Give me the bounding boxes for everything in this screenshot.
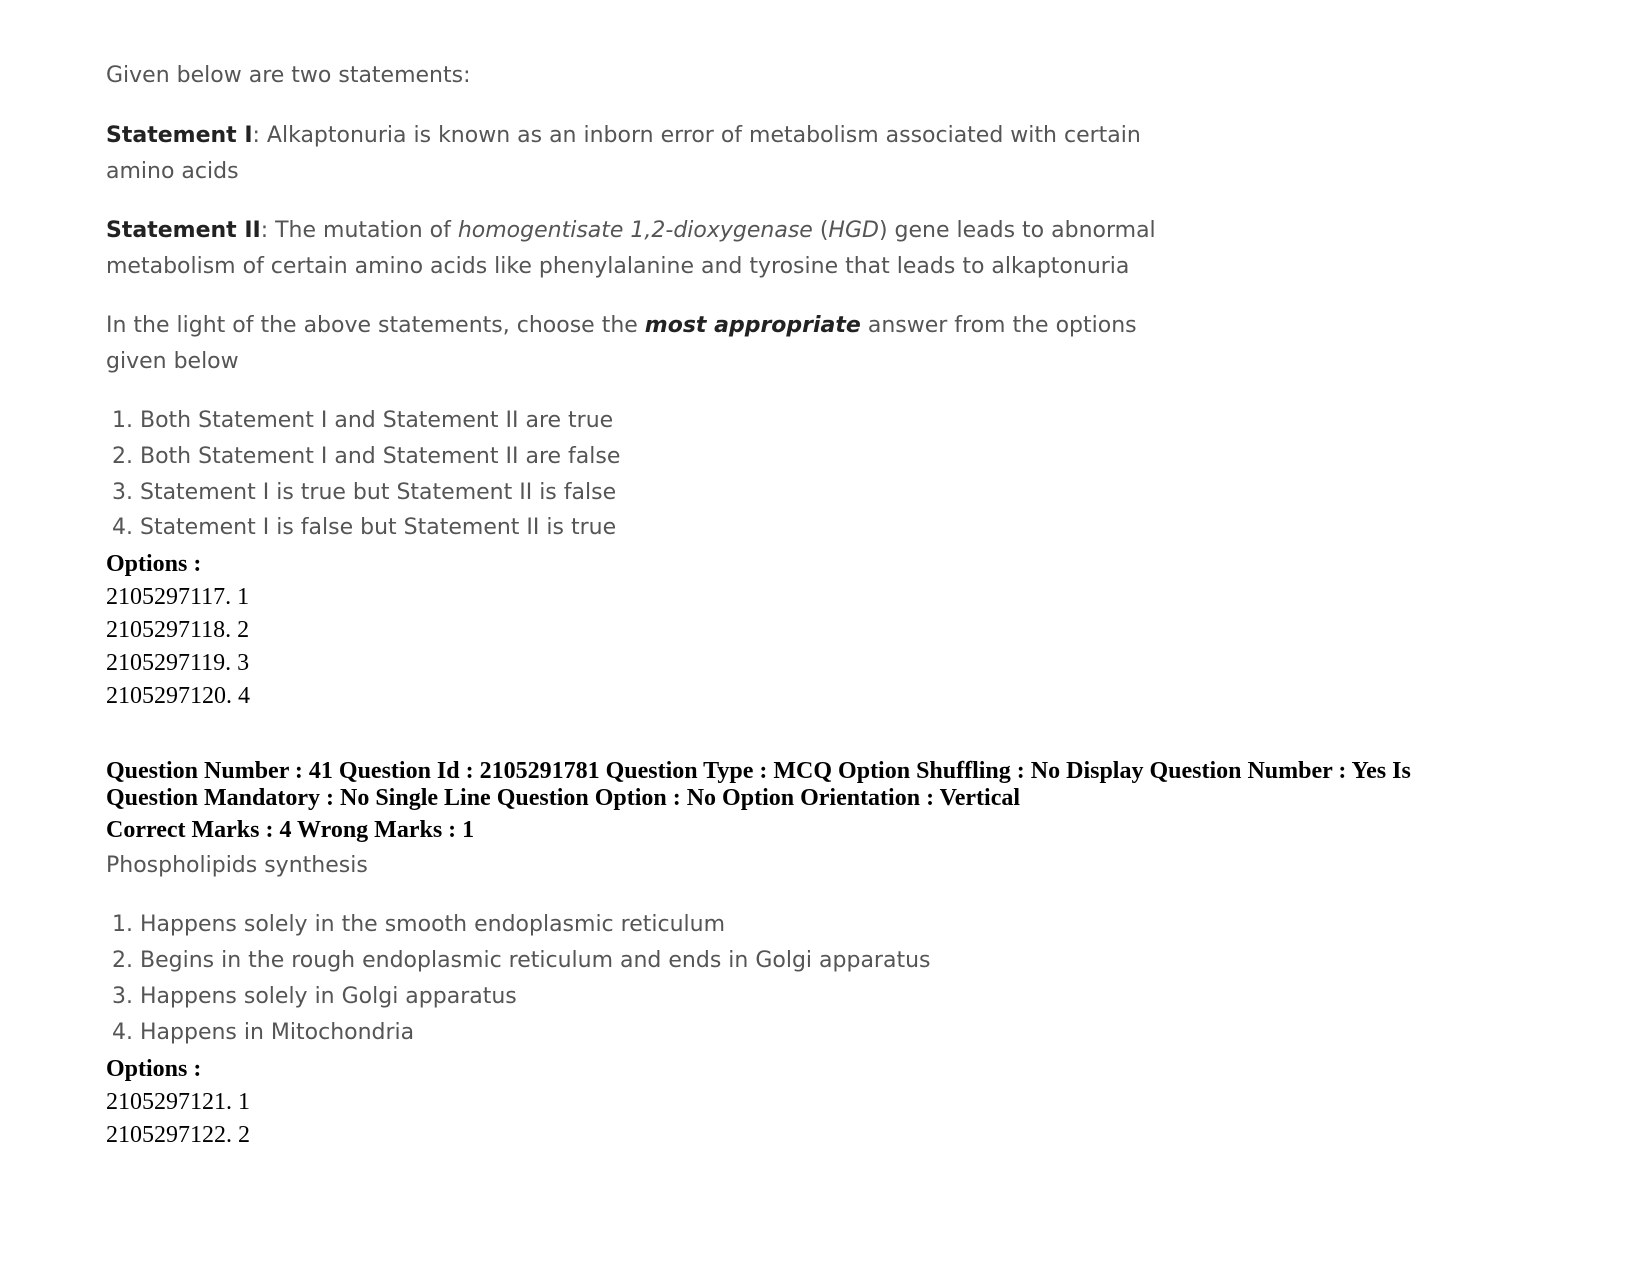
statement-1-line-2: amino acids [106,159,239,184]
q41-choice-2: 2. Begins in the rough endoplasmic reticulum and ends in Golgi apparatus [112,948,931,973]
q41-choice-3: 3. Happens solely in Golgi apparatus [112,984,517,1009]
q41-question-text: Phospholipids synthesis [106,853,368,878]
q40-choice-3: 3. Statement I is true but Statement II is false [112,480,617,505]
q40-choice-4: 4. Statement I is false but Statement II is true [112,515,617,540]
instruction-line-1 [106,313,1137,338]
q40-option-id-4: 2105297120. 4 [106,683,250,709]
q41-options-label: Options : [106,1056,202,1082]
instruction-emphasis: most appropriate [644,313,861,338]
statement-2-line-1 [106,218,1156,243]
statement-1-text: Alkaptonuria is known as an inborn error of metabolism associated with certain [259,123,1141,148]
statement-1-label: Statement I [106,123,253,148]
gene-abbreviation: HGD [828,218,879,243]
q40-choice-1: 1. Both Statement I and Statement II are true [112,408,614,433]
q40-option-id-2: 2105297118. 2 [106,617,250,643]
statement-2-post: ) gene leads to abnormal [878,218,1156,243]
intro-text: Given below are two statements: [106,63,471,88]
q41-meta-line-1: Question Number : 41 Question Id : 2105291781 Question Type : MCQ Option Shuffling : No Display Question Number : Yes Is [106,758,1411,784]
q40-options-label: Options : [106,551,202,577]
q41-meta-line-2: Question Mandatory : No Single Line Question Option : No Option Orientation : Vertical [106,785,1021,811]
q41-marks: Correct Marks : 4 Wrong Marks : 1 [106,817,475,843]
instruction-line-2: given below [106,349,239,374]
statement-2-paren-open: ( [812,218,829,243]
q41-choice-4: 4. Happens in Mitochondria [112,1020,415,1045]
q40-option-id-3: 2105297119. 3 [106,650,250,676]
statement-1-colon: : [252,123,260,148]
q40-option-id-1: 2105297117. 1 [106,584,250,610]
gene-name: homogentisate 1,2-dioxygenase [457,218,813,243]
q41-choice-1: 1. Happens solely in the smooth endoplasmic reticulum [112,912,726,937]
instruction-pre: In the light of the above statements, choose the [106,313,645,338]
q41-option-id-1: 2105297121. 1 [106,1089,250,1115]
instruction-post: answer from the options [860,313,1137,338]
statement-1-line-1 [106,123,1141,148]
q40-choice-2: 2. Both Statement I and Statement II are false [112,444,621,469]
statement-2-colon: : [260,218,269,243]
q41-option-id-2: 2105297122. 2 [106,1122,250,1148]
statement-2-pre: The mutation of [268,218,458,243]
statement-2-line-2: metabolism of certain amino acids like phenylalanine and tyrosine that leads to alkaptonuria [106,254,1130,279]
statement-2-label: Statement II [106,218,261,243]
